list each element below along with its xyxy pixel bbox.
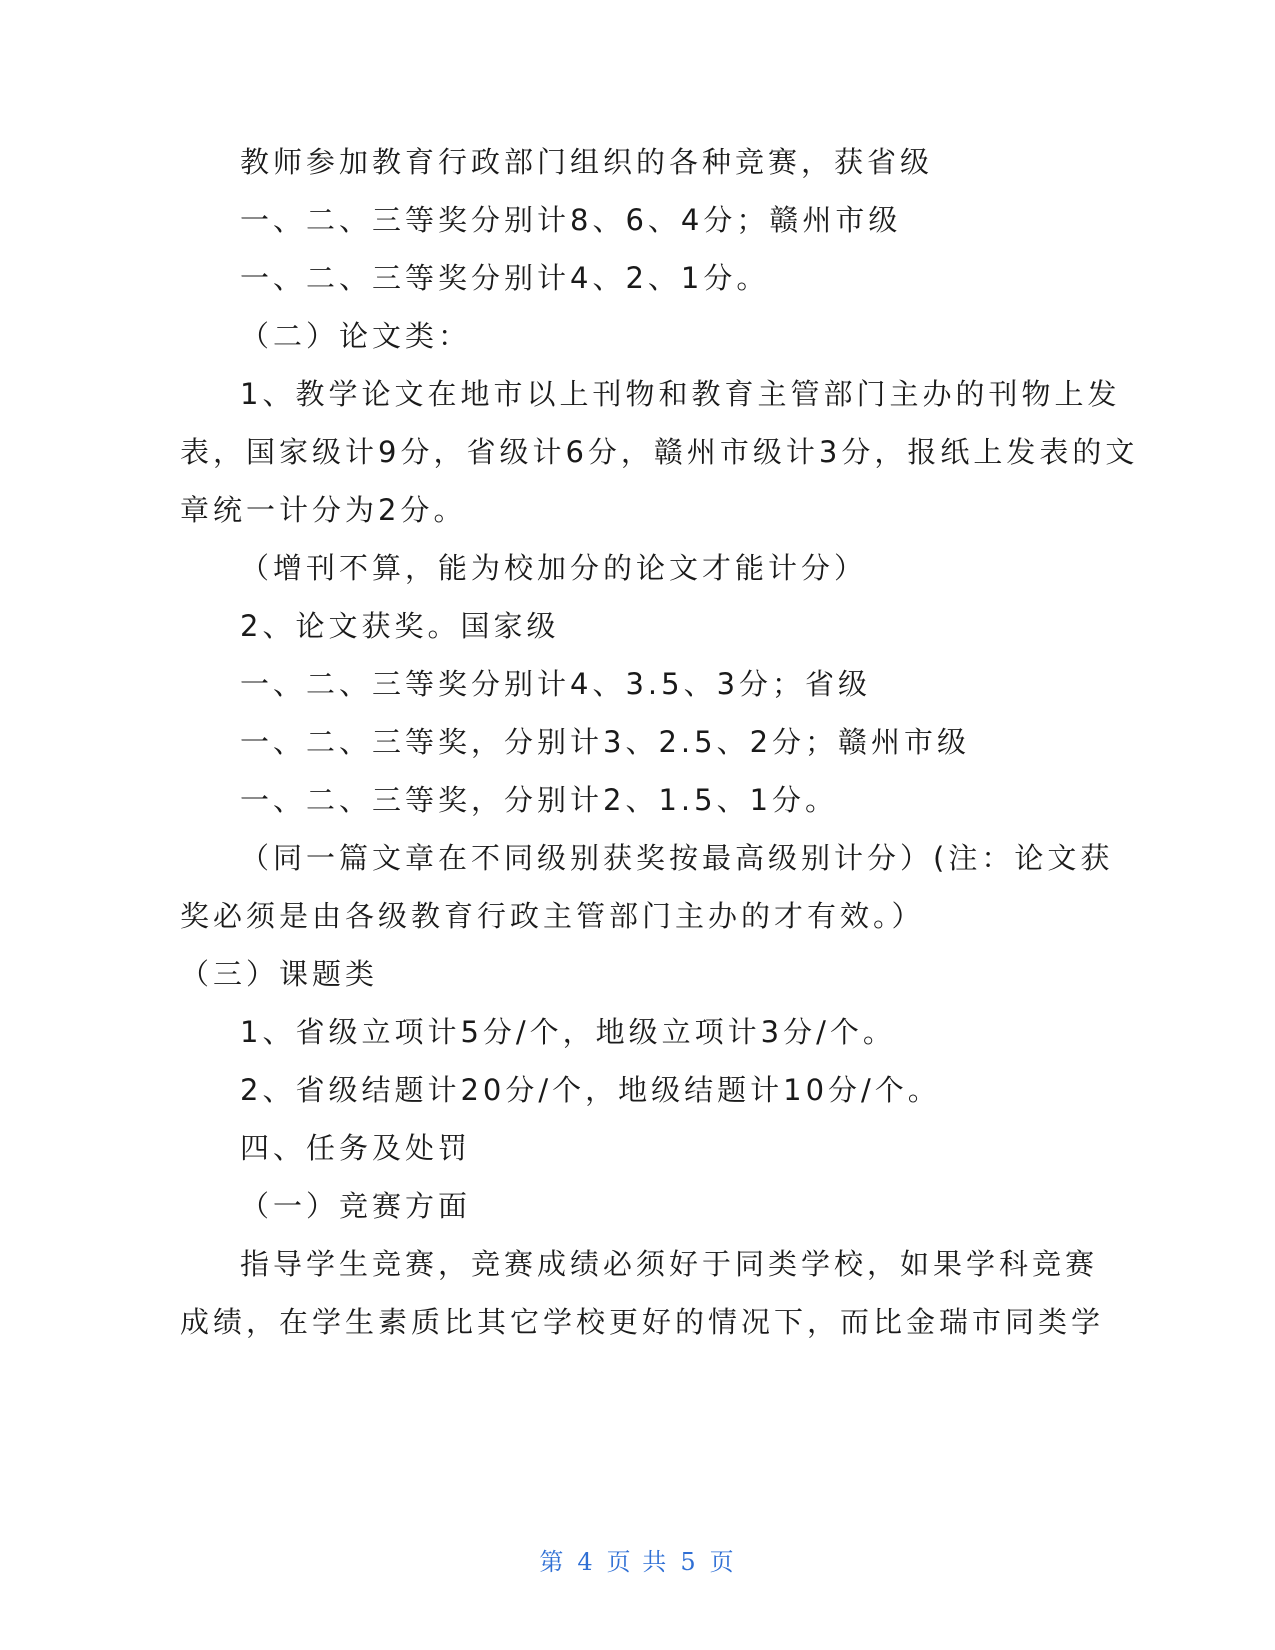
text-line: 1、教学论文在地市以上刊物和教育主管部门主办的刊物上发: [240, 377, 1121, 411]
section-heading: 四、任务及处罚: [240, 1131, 472, 1165]
text-line: 指导学生竞赛，竞赛成绩必须好于同类学校，如果学科竞赛: [240, 1247, 1099, 1281]
text-line: 一、二、三等奖分别计4、3.5、3分；省级: [240, 667, 872, 701]
text-line: 一、二、三等奖，分别计3、2.5、2分；赣州市级: [240, 725, 971, 759]
text-line: 一、二、三等奖分别计8、6、4分；赣州市级: [240, 203, 902, 237]
text-line: （同一篇文章在不同级别获奖按最高级别计分）(注：论文获: [240, 841, 1114, 875]
section-heading: （一）竞赛方面: [240, 1189, 472, 1223]
current-page-number: 4: [577, 1548, 595, 1576]
text-line: 表，国家级计9分，省级计6分，赣州市级计3分，报纸上发表的文: [180, 435, 1139, 469]
text-line: （增刊不算，能为校加分的论文才能计分）: [240, 551, 868, 585]
text-line: 2、论文获奖。国家级: [240, 609, 560, 643]
text-line: 教师参加教育行政部门组织的各种竞赛，获省级: [240, 145, 934, 179]
section-heading: （二）论文类：: [240, 319, 472, 353]
text-line: 2、省级结题计20分/个，地级结题计10分/个。: [240, 1073, 941, 1107]
footer-middle: 页 共: [606, 1548, 669, 1576]
text-line: 1、省级立项计5分/个，地级立项计3分/个。: [240, 1015, 896, 1049]
text-line: 成绩，在学生素质比其它学校更好的情况下，而比金瑞市同类学: [180, 1305, 1105, 1339]
text-line: 章统一计分为2分。: [180, 493, 467, 527]
footer-prefix: 第: [539, 1548, 566, 1576]
text-line: 一、二、三等奖，分别计2、1.5、1分。: [240, 783, 839, 817]
section-heading: （三）课题类: [180, 957, 379, 991]
total-pages-number: 5: [680, 1548, 698, 1576]
page-footer: [0, 1542, 1275, 1577]
text-line: 奖必须是由各级教育行政主管部门主办的才有效。）: [180, 899, 925, 933]
footer-suffix: 页: [709, 1548, 736, 1576]
text-line: 一、二、三等奖分别计4、2、1分。: [240, 261, 770, 295]
